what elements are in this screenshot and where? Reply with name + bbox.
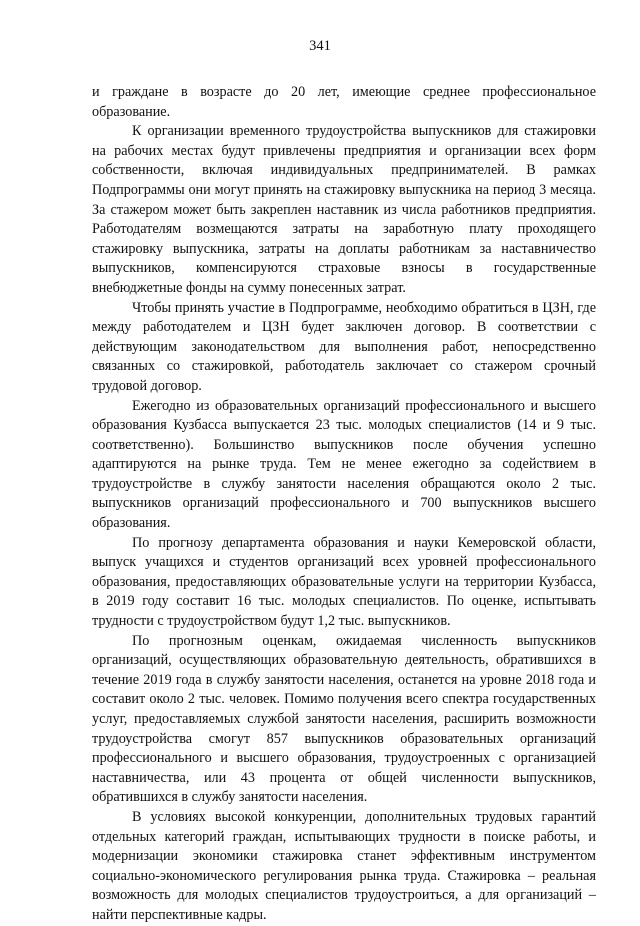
paragraph-continuation: и граждане в возрасте до 20 лет, имеющие среднее профессиональное образование. xyxy=(92,84,596,120)
paragraph-graduates-annual: Ежегодно из образовательных организаций профессионального и высшего образования Кузбасса выпускается 23 тыс. молодых специалистов (14 и 9 тыс. соответственно). Большинство выпускников после обучения успешно адаптируются на рынке труда. Тем не менее ежегодно за содействием в трудоустройстве в службу занятости населения обращаются около 2 тыс. выпускников организаций профессионального и 700 выпускников высшего образования. xyxy=(92,397,596,532)
paragraph-internship-organization: К организации временного трудоустройства выпускников для стажировки на рабочих местах будут привлечены предприятия и организации всех форм собственности, включая индивидуальных предпринимателей. В рамках Подпрограммы они могут принять на стажировку выпускника на период 3 месяца. За стажером может быть закреплен наставник из числа работников предприятия. Работодателям возмещаются затраты на заработную плату проходящего стажировку выпускника, затраты на доплаты работникам за наставничество выпускников, компенсируются страховые взносы в государственные внебюджетные фонды на сумму понесенных затрат. xyxy=(92,123,596,296)
paragraph-participation: Чтобы принять участие в Подпрограмме, необходимо обратиться в ЦЗН, где между работодателем и ЦЗН будет заключен договор. В соответствии с действующим законодательством для выполнения работ, непосредственно связанных со стажировкой, работодатель заключает со стажером срочный трудовой договор. xyxy=(92,299,596,394)
document-body xyxy=(92,83,596,926)
page-number: 341 xyxy=(309,38,331,54)
paragraph-forecast-estimates: По прогнозным оценкам, ожидаемая численность выпускников организаций, осуществляющих образовательную деятельность, обратившихся в течение 2019 года в службу занятости населения, останется на уровне 2018 года и составит около 2 тыс. человек. Помимо получения всего спектра государственных услуг, предоставляемых службой занятости населения, расширить возможности трудоустройства смогут 857 выпускников образовательных организаций профессионального и высшего образования, трудоустроенных с организацией наставничества, или 43 процента от общей численности выпускников, обратившихся в службу занятости населения. xyxy=(92,632,596,806)
paragraph-conclusion: В условиях высокой конкуренции, дополнительных трудовых гарантий отдельных категорий граждан, испытывающих трудности в поиске работы, и модернизации экономики стажировка станет эффективным инструментом социально-экономического регулирования рынка труда. Стажировка – реальная возможность для молодых специалистов трудоустроиться, а для организаций – найти перспективные кадры. xyxy=(92,808,596,923)
paragraph-forecast-department: По прогнозу департамента образования и науки Кемеровской области, выпуск учащихся и студентов организаций всех уровней профессионального образования, предоставляющих образовательные услуги на территории Кузбасса, в 2019 году составит 16 тыс. молодых специалистов. По оценке, испытывать трудности с трудоустройством будут 1,2 тыс. выпускников. xyxy=(92,534,596,630)
